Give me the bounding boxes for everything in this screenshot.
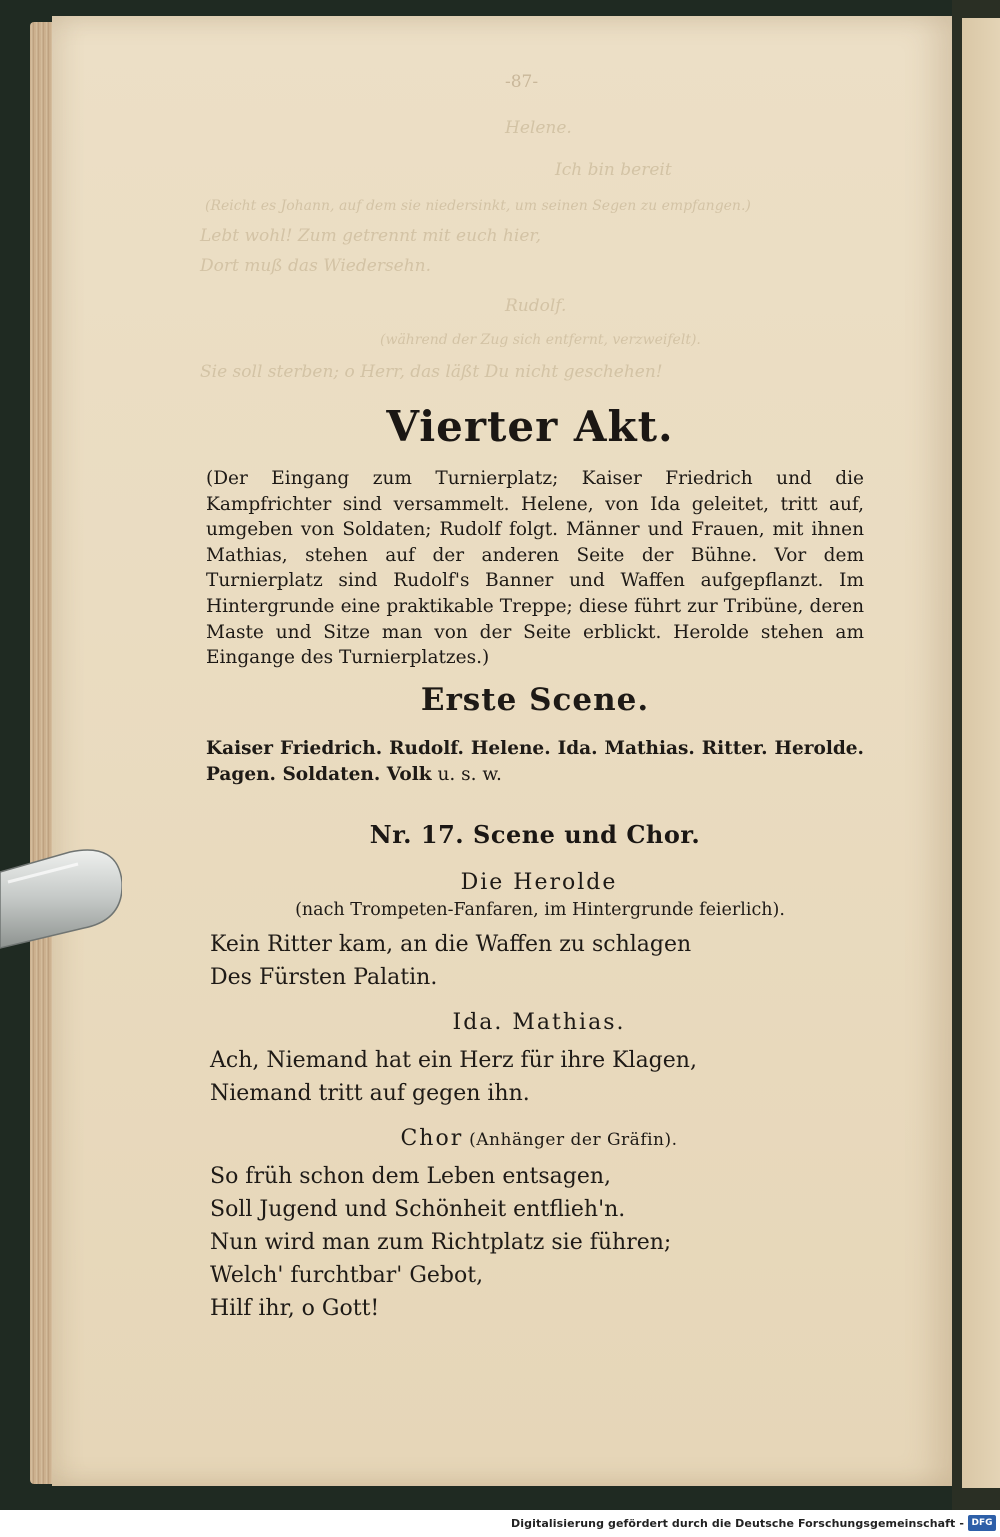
speaker-chor-name: Chor bbox=[400, 1126, 464, 1151]
bleed-through-line: (Reicht es Johann, auf dem sie niedersinkt, um seinen Segen zu empfangen.) bbox=[205, 198, 751, 214]
verse-herolde bbox=[210, 928, 691, 994]
verse-line: Kein Ritter kam, an die Waffen zu schlagen bbox=[210, 932, 692, 957]
act-title: Vierter Akt. bbox=[386, 402, 674, 451]
speaker-ida-mathias: Ida. Mathias. bbox=[452, 1010, 626, 1035]
verse-line: Niemand tritt auf gegen ihn. bbox=[210, 1081, 530, 1106]
bleed-through-line: Helene. bbox=[505, 118, 572, 138]
dfg-logo-icon: DFG bbox=[968, 1515, 996, 1531]
speaker-chor-note: (Anhänger der Gräfin). bbox=[463, 1130, 678, 1150]
bleed-through-line: Sie soll sterben; o Herr, das läßt Du nicht geschehen! bbox=[200, 362, 663, 382]
verse-line: Welch' furchtbar' Gebot, bbox=[210, 1263, 484, 1288]
verse-line: So früh schon dem Leben entsagen, bbox=[210, 1164, 612, 1189]
scene-title: Erste Scene. bbox=[420, 682, 650, 718]
verse-line: Hilf ihr, o Gott! bbox=[210, 1296, 380, 1321]
verse-line: Soll Jugend und Schönheit entflieh'n. bbox=[210, 1197, 626, 1222]
bleed-through-line: (während der Zug sich entfernt, verzweifelt). bbox=[380, 332, 701, 348]
bleed-through-line: Dort muß das Wiedersehn. bbox=[200, 256, 432, 276]
verse-chor bbox=[210, 1160, 671, 1325]
speaker-chor bbox=[0, 1126, 1000, 1151]
verse-line: Ach, Niemand hat ein Herz für ihre Klagen, bbox=[210, 1048, 697, 1073]
speaker-herolde: Die Herolde bbox=[460, 870, 618, 895]
facing-page-edge bbox=[962, 18, 1000, 1488]
number-title: Nr. 17. Scene und Chor. bbox=[369, 820, 701, 849]
bleed-through-line: Lebt wohl! Zum getrennt mit euch hier, bbox=[200, 226, 542, 246]
verse-line: Des Fürsten Palatin. bbox=[210, 965, 438, 990]
cast-names: Kaiser Friedrich. Rudolf. Helene. Ida. Mathias. Ritter. Herolde. Pagen. Soldaten. Volk bbox=[206, 738, 864, 785]
cast-tail: u. s. w. bbox=[431, 764, 502, 785]
cast-list bbox=[206, 736, 864, 788]
verse-ida-mathias bbox=[210, 1044, 697, 1110]
stage-direction: (Der Eingang zum Turnierplatz; Kaiser Friedrich und die Kampfrichter sind versammelt. Helene, von Ida geleitet, tritt auf, umgeben von Soldaten; Rudolf folgt. Männer und Frauen, mit ihnen Mathias, stehen auf der anderen Seite der Bühne. Vor dem Turnierplatz sind Rudolf's Banner und Waffen aufgepflanzt. Im Hintergrunde eine praktikable Treppe; diese führt zur Tribüne, deren Maste und Sitze man von der Seite erblickt. Herolde stehen am Eingange des Turnierplatzes.) bbox=[206, 468, 864, 669]
verse-line: Nun wird man zum Richtplatz sie führen; bbox=[210, 1230, 672, 1255]
bleed-through-line: Rudolf. bbox=[505, 296, 567, 316]
scanner-clip bbox=[0, 842, 122, 950]
page-number: -87- bbox=[505, 72, 539, 92]
footer-credit: Digitalisierung gefördert durch die Deutsche Forschungsgemeinschaft - bbox=[511, 1517, 964, 1530]
stage-direction-herolde: (nach Trompeten-Fanfaren, im Hintergrunde feierlich). bbox=[295, 900, 785, 920]
bleed-through-line: Ich bin bereit bbox=[555, 160, 672, 180]
